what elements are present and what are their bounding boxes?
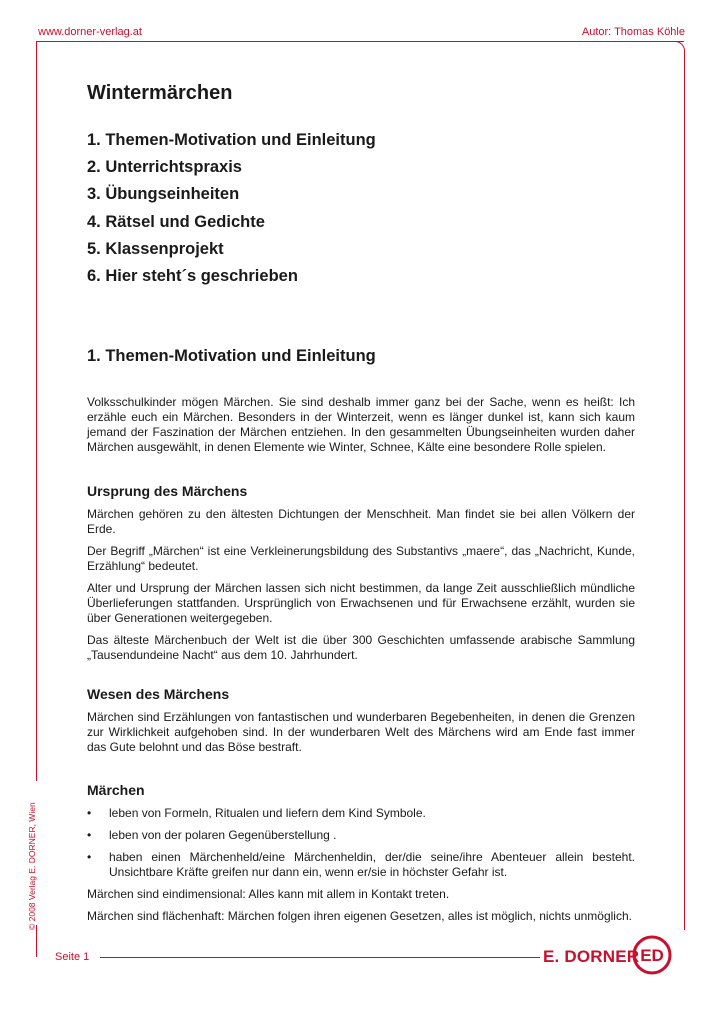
paragraph: Märchen sind eindimensional: Alles kann mit allem in Kontakt treten.	[87, 887, 450, 901]
toc-item: 1. Themen-Motivation und Einleitung	[87, 131, 376, 149]
bullet-icon: •	[87, 806, 92, 820]
publisher-logo-text: E. DORNER	[543, 947, 640, 966]
subheading-maerchen: Märchen	[87, 782, 145, 798]
copyright-vertical: © 2008 Verlag E. DORNER, Wien	[27, 802, 37, 930]
bullet-list	[87, 806, 635, 880]
toc-item: 2. Unterrichtspraxis	[87, 158, 242, 177]
website-url[interactable]: www.dorner-verlag.at	[38, 26, 142, 38]
paragraph: Märchen sind flächenhaft: Märchen folgen ihren eigenen Gesetzen, alles ist möglich, nichts unmöglich.	[87, 909, 632, 923]
document-title: Wintermärchen	[87, 82, 233, 104]
list-item	[87, 850, 635, 880]
toc-item: 5. Klassenprojekt	[87, 239, 224, 258]
frame-bottom-line	[100, 957, 540, 958]
toc-item: 4. Rätsel und Gedichte	[87, 212, 265, 231]
logo-mark-text: ED	[640, 946, 664, 965]
maerchen-block	[87, 806, 635, 931]
bullet-icon: •	[87, 850, 92, 864]
paragraph: Alter und Ursprung der Märchen lassen sich nicht bestimmen, da lange Zeit ausschließlich mündliche Überlieferungen stattfanden. Ursprünglich von Erwachsenen und für Erwachsene erzählt, wurden sie über Generationen weitergegeben.	[87, 581, 635, 625]
intro-paragraph-block	[87, 395, 635, 462]
paragraph: Das älteste Märchenbuch der Welt ist die über 300 Geschichten umfassende arabische Sammlung „Tausendundeine Nacht“ aus dem 10. Jahrhundert.	[87, 633, 635, 662]
publisher-logo-icon	[632, 935, 672, 975]
paragraph: Märchen gehören zu den ältesten Dichtungen der Menschheit. Man findet sie bei allen Völkern der Erde.	[87, 507, 635, 536]
list-item-text: leben von Formeln, Ritualen und liefern dem Kind Symbole.	[109, 806, 426, 820]
frame-top-line	[36, 41, 684, 42]
subheading-ursprung: Ursprung des Märchens	[87, 483, 248, 499]
paragraph: Märchen sind Erzählungen von fantastischen und wunderbaren Begebenheiten, in denen die Grenzen zur Wirklichkeit aufgehoben sind. In der wunderbaren Welt des Märchens wird am Ende fast immer das Gute belohnt und das Böse bestraft.	[87, 710, 635, 754]
page-number: Seite 1	[55, 951, 90, 963]
list-item	[87, 828, 635, 843]
frame-corner	[674, 41, 685, 56]
section-heading: 1. Themen-Motivation und Einleitung	[87, 347, 376, 365]
list-item-text: haben einen Märchenheld/eine Märchenheldin, der/die seine/ihre Abenteuer allein besteht. Unsichtbare Kräfte greifen nur dann ein, wenn er/sie in höchster Gefahr ist.	[109, 850, 635, 879]
wesen-block	[87, 710, 635, 762]
ursprung-block	[87, 507, 635, 670]
toc-item: 3. Übungseinheiten	[87, 185, 240, 204]
table-of-contents	[87, 129, 376, 292]
subheading-wesen: Wesen des Märchens	[87, 686, 230, 702]
frame-left-line	[36, 41, 37, 781]
list-item	[87, 806, 635, 821]
frame-right-line	[684, 55, 685, 930]
author-label: Autor: Thomas Köhle	[581, 26, 685, 38]
paragraph: Der Begriff „Märchen“ ist eine Verkleinerungsbildung des Substantivs „maere“, das „Nachricht, Kunde, Erzählung“ bedeutet.	[87, 544, 635, 573]
bullet-icon: •	[87, 828, 92, 842]
intro-paragraph: Volksschulkinder mögen Märchen. Sie sind deshalb immer ganz bei der Sache, wenn es heißt: Ich erzähle euch ein Märchen. Besonders in der Winterzeit, wenn es länger dunkel ist, kann sich kaum jemand der Faszination der Märchen entziehen. In den gesammelten Übungseinheiten wurden daher Märchen ausgewählt, in denen Elemente wie Winter, Schnee, Kälte eine besondere Rolle spielen.	[87, 395, 635, 454]
toc-item: 6. Hier steht´s geschrieben	[87, 266, 298, 285]
list-item-text: leben von der polaren Gegenüberstellung .	[109, 828, 337, 842]
